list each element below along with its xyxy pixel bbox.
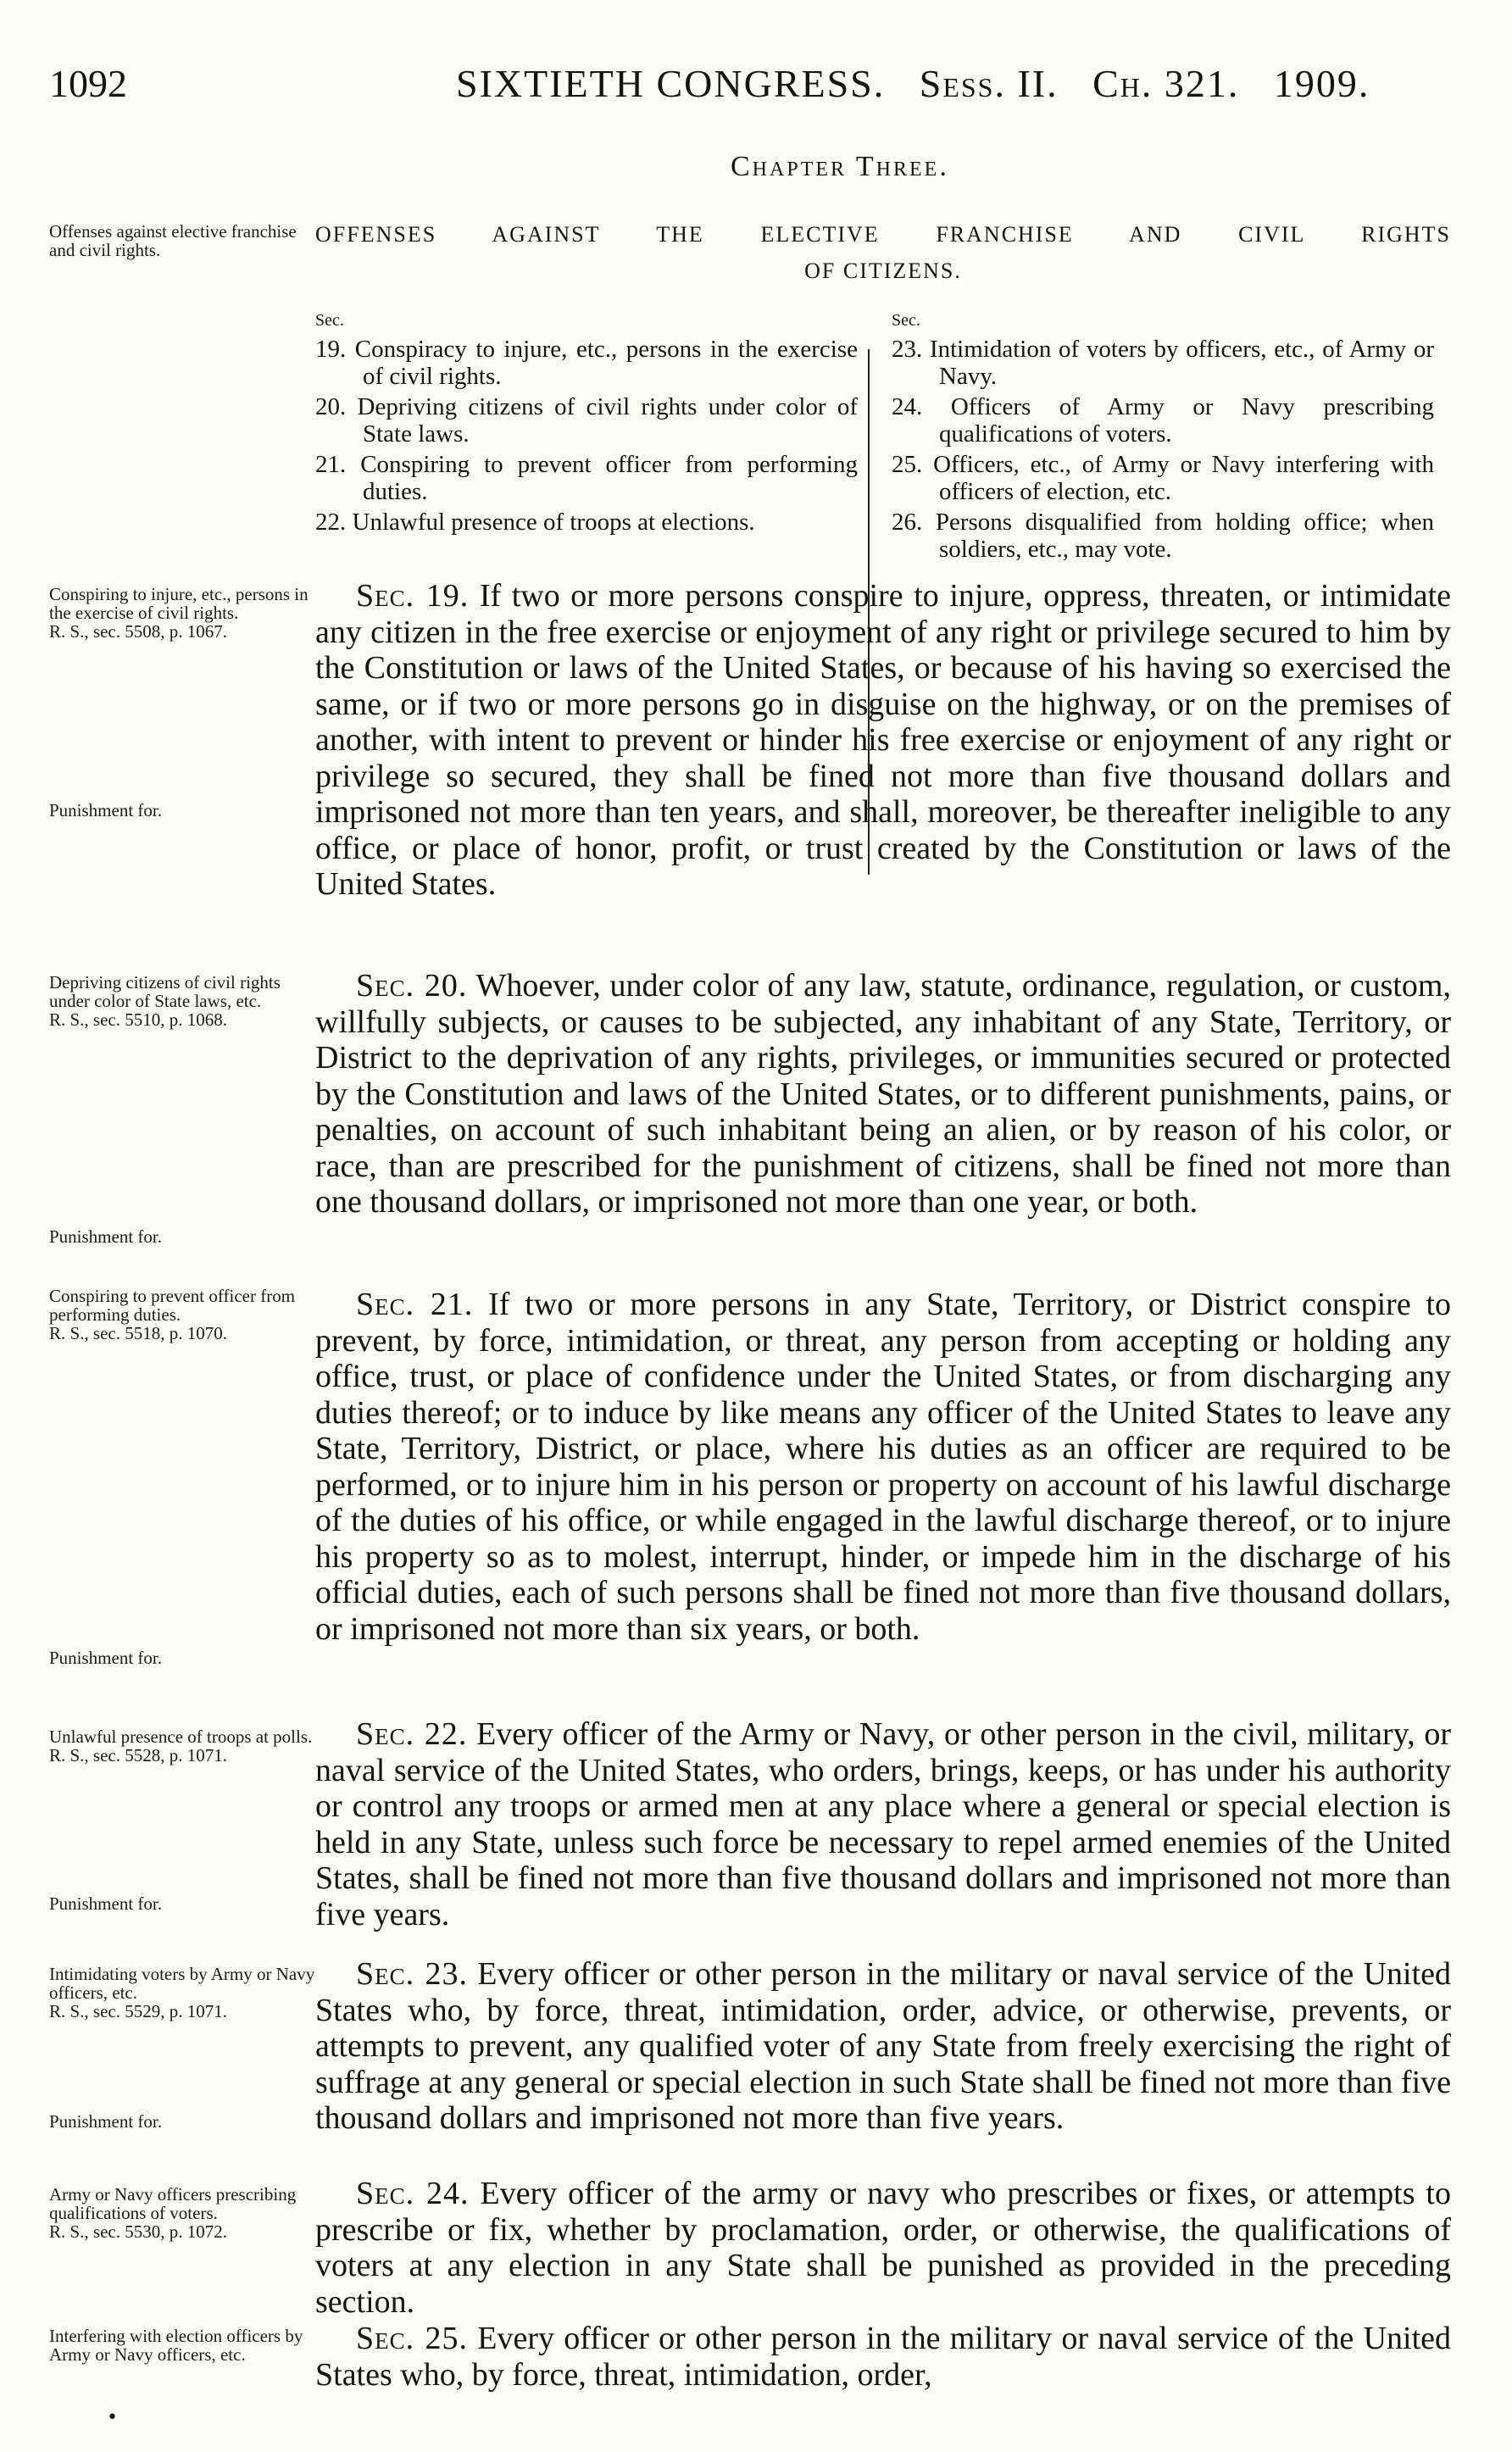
section-20 [315,968,1451,1220]
year-label: 1909. [1273,62,1370,105]
section-text: Every officer or other person in the military or naval service of the United States who, by force, threat, intimidation, order, [315,2321,1451,2393]
running-title [456,61,1370,106]
section-19 [315,578,1451,903]
note-title: Army or Navy officers prescribing qualifications of voters. [49,2184,297,2223]
toc-entry: 24. Officers of Army or Navy prescribing qualifications of voters. [892,393,1434,448]
note-title: Unlawful presence of troops at polls. [49,1726,313,1747]
toc-entry: 19. Conspiracy to injure, etc., persons in the exercise of civil rights. [315,336,858,390]
margin-note-sec19 [49,585,320,641]
margin-note-sec24 [49,2185,320,2241]
margin-note-sec23-punishment: Punishment for. [49,2111,163,2132]
margin-note-sec22-punishment: Punishment for. [49,1893,163,1914]
note-ref: R. S., sec. 5528, p. 1071. [49,1745,227,1765]
note-title: Conspiring to injure, etc., persons in the exercise of civil rights. [49,584,309,623]
toc-entry: 21. Conspiring to prevent officer from performing duties. [315,451,858,505]
margin-note-sec23 [49,1965,320,2021]
margin-note-sec21 [49,1287,320,1343]
margin-note-sec20-punishment: Punishment for. [49,1226,163,1247]
section-number: Sec. 24. [356,2176,470,2211]
toc-sec-label: Sec. [315,311,344,330]
margin-note-sec19-punishment: Punishment for. [49,800,163,820]
section-number: Sec. 25. [356,2321,468,2356]
page-number: 1092 [49,62,127,105]
section-number: Sec. 20. [356,968,468,1004]
section-number: Sec. 21. [356,1287,474,1322]
note-ref: R. S., sec. 5510, p. 1068. [49,1009,227,1030]
toc-left-column [315,307,858,539]
chapter-title-line1: OFFENSES AGAINST THE ELECTIVE FRANCHISE AND CIVIL RIGHTS [315,222,1451,247]
section-24 [315,2176,1451,2320]
section-22 [315,1716,1451,1932]
section-number: Sec. 22. [356,1716,468,1752]
section-text: Every officer or other person in the military or naval service of the United States who, by force, threat, intimidation, order, advice, or otherwise, prevents, or attempts to prevent, any qualified voter of any State from freely exercising the right of suffrage at any general or special election in such State shall be fined not more than five thousand dollars and imprisoned not more than five years. [315,1956,1451,2136]
margin-note-sec20 [49,973,320,1029]
section-text: Whoever, under color of any law, statute, ordinance, regulation, or custom, willfully subjects, or causes to be subjected, any inhabitant of any State, Territory, or District to the deprivation of any rights, privileges, or immunities secured or protected by the Constitution and laws of the United States, or to different punishments, pains, or penalties, on account of such inhabitant being an alien, or by reason of his color, or race, than are prescribed for the punishment of citizens, shall be fined not more than one thousand dollars, or imprisoned not more than one year, or both. [315,968,1451,1220]
toc-entry: 20. Depriving citizens of civil rights under color of State laws. [315,393,858,448]
section-number: Sec. 19. [356,578,470,614]
note-ref: R. S., sec. 5529, p. 1071. [49,2001,227,2021]
margin-note-sec21-punishment: Punishment for. [49,1648,163,1668]
note-ref: R. S., sec. 5518, p. 1070. [49,1323,227,1343]
toc-sec-label: Sec. [892,311,920,330]
section-number: Sec. 23. [356,1956,468,1992]
margin-note-chapter: Offenses against elective franchise and civil rights. [49,221,297,260]
section-text: If two or more persons conspire to injure, oppress, threaten, or intimidate any citizen in the free exercise or enjoyment of any right or privilege secured to him by the Constitution or laws of the United States, or because of his having so exercised the same, or if two or more persons go in disguise on the highway, or on the premises of another, with intent to prevent or hinder his free exercise or enjoyment of any right or privilege so secured, they shall be fined not more than five thousand dollars and imprisoned not more than ten years, and shall, moreover, be thereafter ineligible to any office, or place of honor, profit, or trust created by the Constitution or laws of the United States. [315,578,1452,902]
congress-title: SIXTIETH CONGRESS. [456,62,886,105]
section-text: Every officer of the Army or Navy, or other person in the civil, military, or naval service of the United States, who orders, brings, keeps, or has under his authority or control any troops or armed men at any place where a general or special election is held in any State, unless such force be necessary to repel armed enemies of the United States, shall be fined not more than five thousand dollars and imprisoned not more than five years. [315,1716,1452,1932]
chapter-title-line2: OF CITIZENS. [804,259,962,283]
note-title: Conspiring to prevent officer from performing duties. [49,1286,296,1325]
note-title: Depriving citizens of civil rights under color of State laws, etc. [49,972,281,1011]
section-text: If two or more persons in any State, Territory, or District conspire to prevent, by force, intimidation, or threat, any person from accepting or holding any office, trust, or place of confidence under the United States, or from discharging any duties thereof; or to induce by like means any officer of the United States to leave any State, Territory, District, or place, where his duties as an officer are required to be performed, or to injure him in his person or property on account of his lawful discharge of the duties of his office, or while engaged in the lawful discharge thereof, or to injure his property so as to molest, interrupt, hinder, or impede him in the discharge of his official duties, each of such persons shall be fined not more than five thousand dollars, or imprisoned not more than six years, or both. [315,1287,1452,1647]
margin-note-sec22 [49,1727,320,1765]
toc-entry: 26. Persons disqualified from holding office; when soldiers, etc., may vote. [892,509,1434,563]
section-25 [315,2321,1451,2393]
note-ref: R. S., sec. 5530, p. 1072. [49,2221,227,2242]
chapter-heading: Chapter Three. [731,151,949,182]
toc-entry: 23. Intimidation of voters by officers, etc., of Army or Navy. [892,336,1434,390]
section-text: Every officer of the army or navy who prescribes or fixes, or attempts to prescribe or fix, whether by proclamation, order, or otherwise, the qualifications of voters at any election in any State shall be punished as provided in the preceding section. [315,2176,1451,2320]
note-title: Intimidating voters by Army or Navy officers, etc. [49,1964,315,2003]
toc-entry: 25. Officers, etc., of Army or Navy interfering with officers of election, etc. [892,451,1434,505]
margin-note-sec25: Interfering with election officers by Army or Navy officers, etc. [49,2326,303,2365]
note-ref: R. S., sec. 5508, p. 1067. [49,621,227,642]
toc-entry: 22. Unlawful presence of troops at elections. [315,509,755,536]
running-head [49,61,1456,112]
toc-right-column [892,307,1434,566]
session-label: Sess. II. [919,62,1059,105]
printer-mark: • [107,2407,118,2428]
chapter-label: Ch. 321. [1092,62,1240,105]
section-23 [315,1956,1451,2137]
section-21 [315,1287,1451,1647]
